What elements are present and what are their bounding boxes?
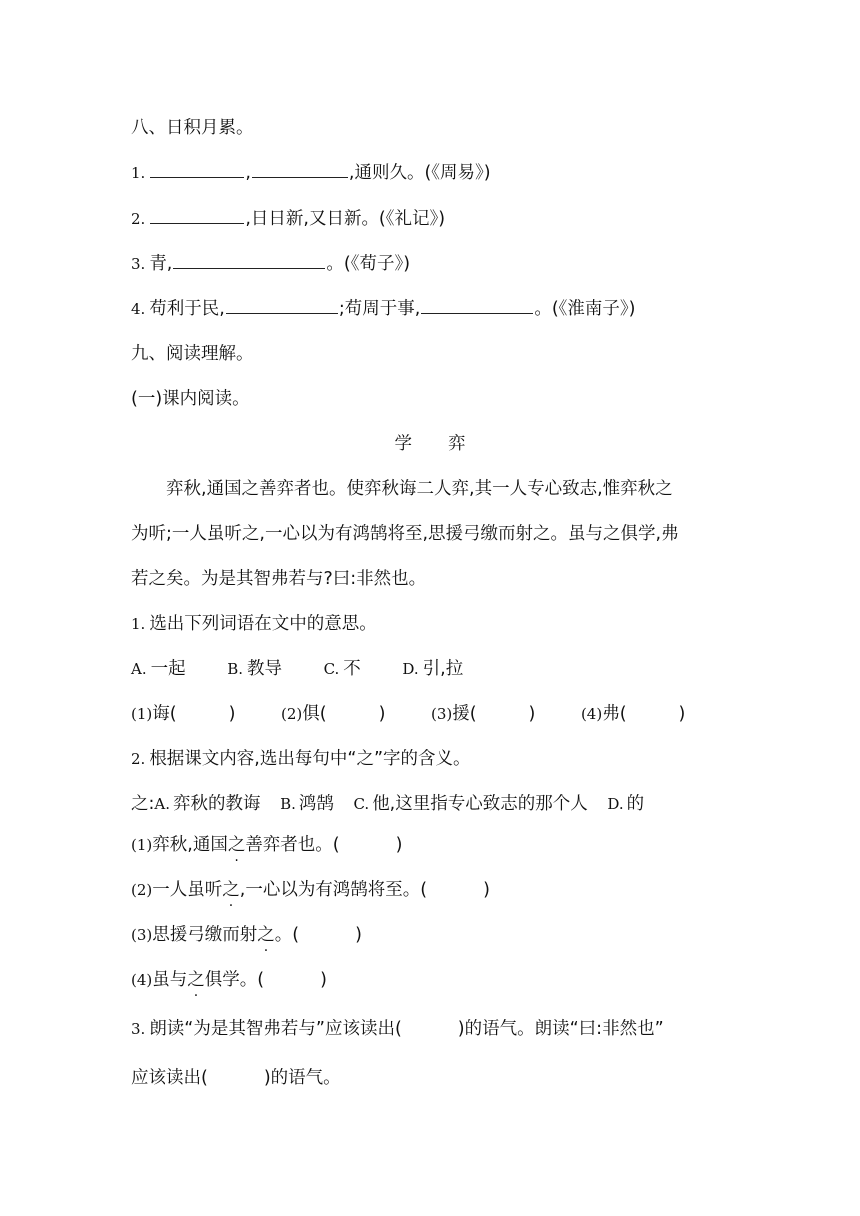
answer-blank[interactable]	[173, 267, 325, 269]
section8-q1: 1. , ,通则久。(《周易》)	[131, 163, 491, 183]
q2-sentence-3: (3)思援弓缴而射之。( )	[131, 925, 362, 945]
answer-blank[interactable]	[150, 222, 244, 224]
section8-q4: 4. 苟利于民, ;苟周于事, 。(《淮南子》)	[131, 299, 636, 319]
q2-sentence-4: (4)虽与之俱学。( )	[131, 970, 327, 990]
q1-prompt: 1. 选出下列词语在文中的意思。	[131, 614, 377, 634]
passage-line-1: 弈秋,通国之善弈者也。使弈秋诲二人弈,其一人专心致志,惟弈秋之	[166, 479, 673, 499]
q1-items: (1)诲( ) (2)俱( ) (3)援( ) (4)弗( )	[131, 704, 686, 724]
emphasis-dot-char: 之	[257, 925, 275, 945]
passage-line-2: 为听;一人虽听之,一心以为有鸿鹄将至,思援弓缴而射之。虽与之俱学,弗	[131, 524, 679, 544]
section8-q3: 3. 青, 。(《荀子》)	[131, 254, 411, 274]
section8-heading: 八、日积月累。	[131, 118, 254, 138]
q1-options: A. 一起 B. 教导 C. 不 D. 引,拉	[131, 659, 464, 679]
q2-options: 之:A. 弈秋的教诲 B. 鸿鹄 C. 他,这里指专心致志的那个人 D. 的	[131, 794, 645, 814]
section9-heading: 九、阅读理解。	[131, 344, 254, 364]
answer-blank[interactable]	[252, 176, 348, 178]
emphasis-dot-char: 之	[227, 835, 246, 855]
section9-subheading: (一)课内阅读。	[131, 389, 250, 409]
passage-title: 学 弈	[394, 434, 466, 454]
q2-sentence-1: (1)弈秋,通国之善弈者也。( )	[131, 835, 403, 855]
q2-prompt: 2. 根据课文内容,选出每句中“之”字的含义。	[131, 749, 471, 769]
emphasis-dot-char: 之	[187, 970, 205, 990]
passage-line-3: 若之矣。为是其智弗若与?曰:非然也。	[131, 569, 427, 589]
answer-blank[interactable]	[150, 176, 244, 178]
q3-line-2: 应该读出( )的语气。	[131, 1068, 341, 1088]
answer-blank[interactable]	[226, 312, 338, 314]
section8-q2: 2. ,日日新,又日新。(《礼记》)	[131, 209, 446, 229]
answer-blank[interactable]	[421, 312, 533, 314]
q3-line-1: 3. 朗读“为是其智弗若与”应该读出( )的语气。朗读“曰:非然也”	[131, 1019, 664, 1039]
q2-sentence-2: (2)一人虽听之,一心以为有鸿鹄将至。( )	[131, 880, 490, 900]
emphasis-dot-char: 之	[222, 880, 240, 900]
